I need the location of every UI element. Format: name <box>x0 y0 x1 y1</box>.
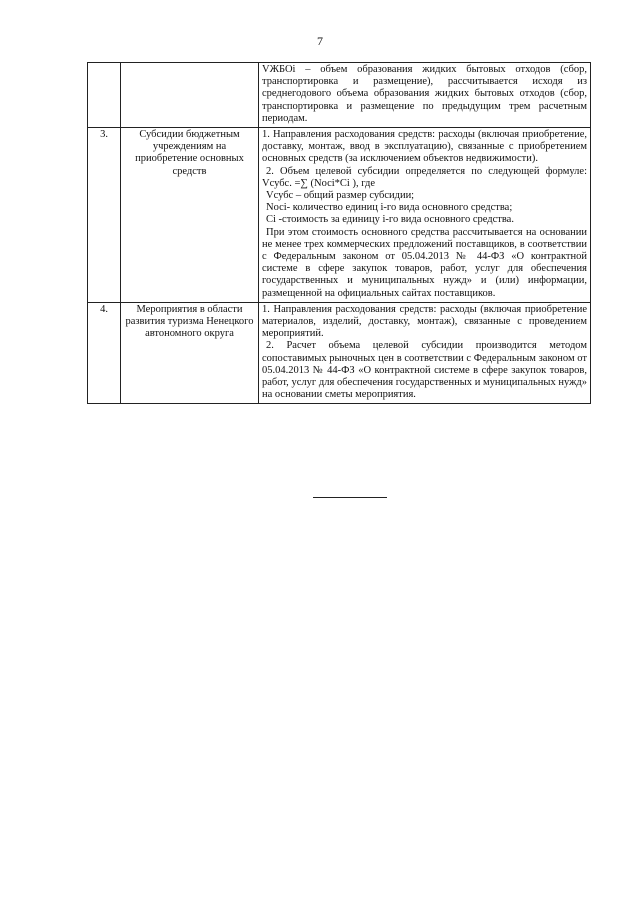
row-number: 4. <box>88 302 121 404</box>
row-title <box>121 63 259 128</box>
description-paragraph: 2. Объем целевой субсидии определяется по следующей формуле: Vсубс. =∑ (Nосi*Ci ), где <box>262 165 587 189</box>
subsidy-table <box>87 62 591 404</box>
row-description <box>259 128 591 303</box>
description-paragraph: 1. Направления расходования средств: расходы (включая приобретение, доставку, монтаж, ввод в эксплуатацию), связанные с приобретением основных средств (за исключением объектов недвижимости). <box>262 129 587 165</box>
description-paragraph: Ci -стоимость за единицу i-го вида основного средства. <box>266 214 514 226</box>
closing-rule <box>313 497 387 498</box>
description-paragraph: 1. Направления расходования средств: расходы (включая приобретение материалов, изделий, доставку, монтаж), связанные с проведением мероприятий. <box>262 303 587 340</box>
description-paragraph: Nосi- количество единиц i-го вида основного средства; <box>266 202 513 214</box>
row-description <box>259 63 591 128</box>
table-row <box>88 63 591 128</box>
row-description <box>259 302 591 404</box>
description-paragraph: При этом стоимость основного средства рассчитывается на основании не менее трех коммерческих предложений поставщиков, в соответствии с Федеральным законом от 05.04.2013 № 44-ФЗ «О контрактной системе в сфере закупок товаров, работ, услуг для обеспечения государственных и муниципальных нужд» и (или) информации, размещенной на официальных сайтах поставщиков. <box>262 226 587 299</box>
row-number: 3. <box>88 128 121 303</box>
table-row <box>88 302 591 404</box>
description-paragraph: Vсубс – общий размер субсидии; <box>266 190 415 202</box>
row-title: Мероприятия в области развития туризма Ненецкого автономного округа <box>121 302 259 404</box>
description-paragraph: 2. Расчет объема целевой субсидии производится методом сопоставимых рыночных цен в соответствии с Федеральным законом от 05.04.2013 № 44-ФЗ «О контрактной системе в сфере закупок товаров, работ, услуг для обеспечения государственных и муниципальных нужд» на основании сметы мероприятия. <box>262 340 587 401</box>
table-row <box>88 128 591 303</box>
page-number: 7 <box>317 34 323 48</box>
row-title: Субсидии бюджетным учреждениям на приобретение основных средств <box>121 128 259 303</box>
description-paragraph: VЖБОi – объем образования жидких бытовых отходов (сбор, транспортировка и размещение), рассчитывается исходя из среднегодового объема образования жидких бытовых отходов (сбор, транспортировка и размещение по предыдущим трем расчетным периодам. <box>262 64 587 124</box>
row-number <box>88 63 121 128</box>
